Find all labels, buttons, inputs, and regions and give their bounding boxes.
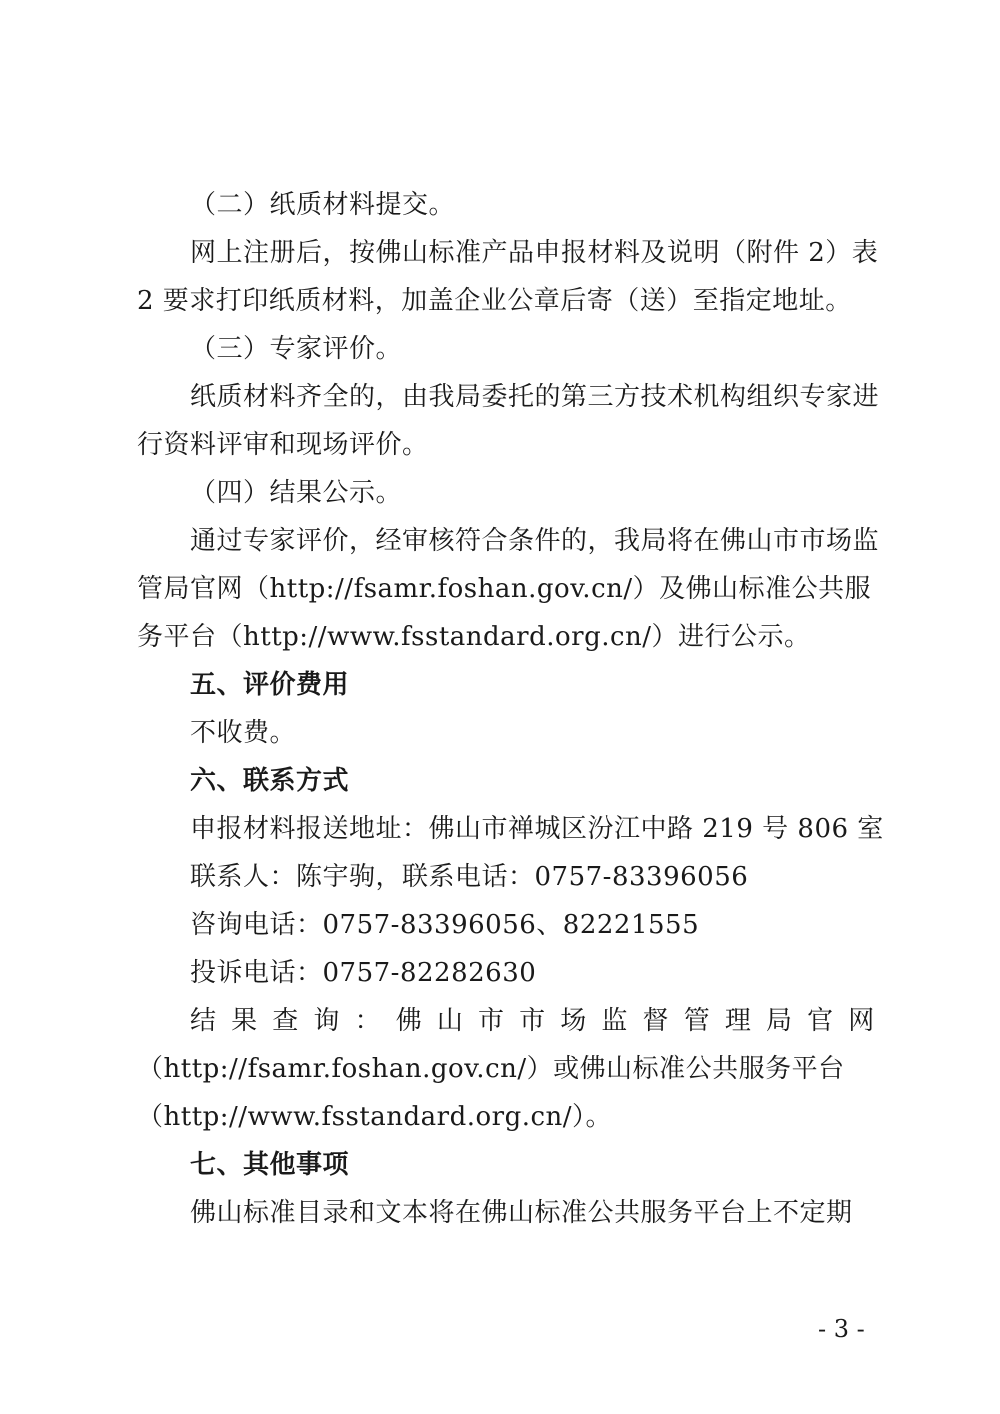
paragraph-line: （http://fsamr.foshan.gov.cn/）或佛山标准公共服务平台	[137, 1054, 845, 1084]
paragraph-line: 不收费。	[190, 718, 297, 748]
paragraph-line: 行资料评审和现场评价。	[137, 430, 429, 460]
paragraph-line: 通过专家评价，经审核符合条件的，我局将在佛山市市场监	[190, 526, 880, 556]
paragraph-line: 佛山标准目录和文本将在佛山标准公共服务平台上不定期	[190, 1198, 853, 1228]
heading-contact: 六、联系方式	[190, 766, 350, 796]
section-heading-paper-submission: （二）纸质材料提交。	[190, 190, 456, 220]
paragraph-line: 网上注册后，按佛山标准产品申报材料及说明（附件 2）表	[190, 238, 879, 268]
section-heading-result-publicity: （四）结果公示。	[190, 478, 403, 508]
page-number: - 3 -	[818, 1315, 865, 1343]
contact-address: 申报材料报送地址：佛山市禅城区汾江中路 219 号 806 室	[190, 814, 884, 844]
section-heading-expert-evaluation: （三）专家评价。	[190, 334, 403, 364]
heading-evaluation-fee: 五、评价费用	[190, 670, 350, 700]
paragraph-line: 2 要求打印纸质材料，加盖企业公章后寄（送）至指定地址。	[137, 286, 852, 316]
paragraph-line: 纸质材料齐全的，由我局委托的第三方技术机构组织专家进	[190, 382, 880, 412]
heading-other-matters: 七、其他事项	[190, 1150, 350, 1180]
paragraph-line: （http://www.fsstandard.org.cn/）。	[137, 1102, 613, 1132]
paragraph-line: 务平台（http://www.fsstandard.org.cn/）进行公示。	[137, 622, 811, 652]
complaint-phone: 投诉电话：0757-82282630	[190, 958, 537, 988]
paragraph-line: 管局官网（http://fsamr.foshan.gov.cn/）及佛山标准公共服	[137, 574, 872, 604]
contact-person: 联系人：陈宇驹，联系电话：0757-83396056	[190, 862, 749, 892]
consult-phone: 咨询电话：0757-83396056、82221555	[190, 910, 700, 940]
result-query-line: 结 果 查 询 ： 佛 山 市 市 场 监 督 管 理 局 官 网	[190, 1006, 875, 1036]
